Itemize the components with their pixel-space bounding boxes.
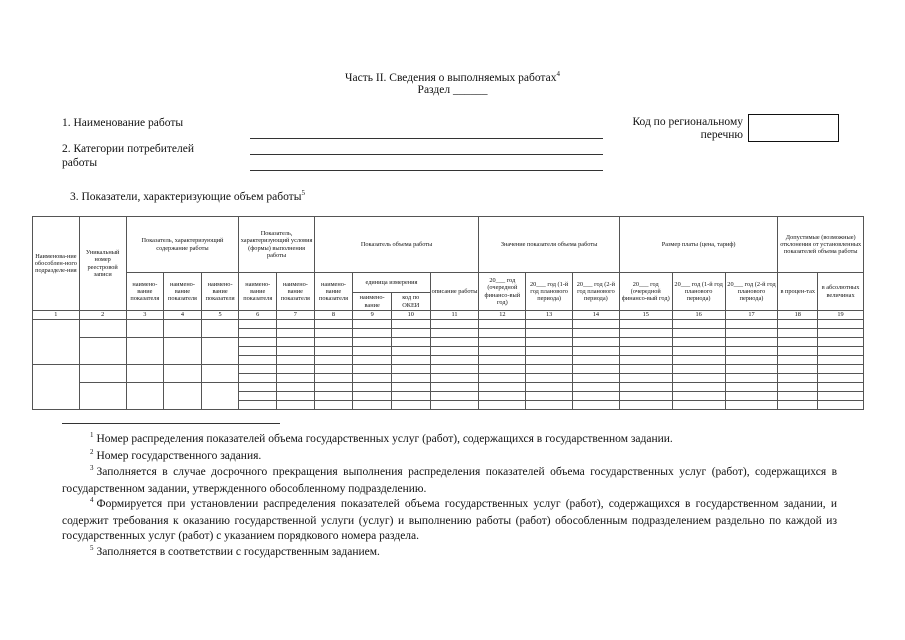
- table-cell[interactable]: [572, 365, 619, 374]
- table-cell[interactable]: [725, 374, 778, 383]
- table-cell[interactable]: [353, 401, 392, 410]
- table-cell[interactable]: [277, 374, 315, 383]
- table-cell[interactable]: [239, 392, 277, 401]
- table-cell[interactable]: [778, 338, 818, 347]
- footnote-3: [62, 465, 837, 497]
- table-cell[interactable]: [391, 329, 430, 338]
- table-cell[interactable]: [314, 356, 353, 365]
- table-cell[interactable]: [126, 365, 164, 383]
- table-cell[interactable]: [672, 338, 725, 347]
- table-row: [33, 365, 864, 374]
- table-cell[interactable]: [391, 338, 430, 347]
- work-name-label: 1. Наименование работы: [62, 117, 184, 129]
- consumers-field-2[interactable]: [250, 170, 603, 171]
- table-cell[interactable]: [526, 374, 573, 383]
- table-cell[interactable]: [479, 374, 526, 383]
- table-cell[interactable]: [353, 347, 392, 356]
- indicators-heading: 3. Показатели, характеризующие объем работы$^5$: [70, 189, 305, 203]
- table-cell[interactable]: [479, 356, 526, 365]
- table-cell[interactable]: [672, 383, 725, 392]
- table-cell[interactable]: [818, 356, 864, 365]
- col-number: 7: [277, 311, 315, 320]
- table-cell[interactable]: [778, 383, 818, 392]
- hdr-unit: единица измерения: [353, 273, 430, 293]
- part-title: Часть II. Сведения о выполняемых работах$^4$: [345, 70, 560, 84]
- col-number: 18: [778, 311, 818, 320]
- table-cell[interactable]: [672, 365, 725, 374]
- table-cell[interactable]: [79, 365, 126, 383]
- hdr-deviation-absolute: в абсолютных величинах: [818, 273, 864, 311]
- table-cell[interactable]: [391, 320, 430, 329]
- table-cell[interactable]: [818, 392, 864, 401]
- col-number: 17: [725, 311, 778, 320]
- regional-code-input[interactable]: [748, 114, 839, 142]
- hdr-fee: Размер платы (цена, тариф): [619, 217, 778, 273]
- table-cell[interactable]: [526, 320, 573, 329]
- table-cell[interactable]: [672, 347, 725, 356]
- footnote-5: [62, 545, 837, 562]
- table-cell[interactable]: [672, 320, 725, 329]
- table-cell[interactable]: [33, 320, 80, 365]
- col-number: 19: [818, 311, 864, 320]
- table-cell[interactable]: [725, 329, 778, 338]
- regional-code-label: [610, 116, 743, 142]
- table-cell[interactable]: [572, 329, 619, 338]
- col-number: 1: [33, 311, 80, 320]
- col-number: 15: [619, 311, 672, 320]
- table-cell[interactable]: [778, 320, 818, 329]
- footnote-1: [62, 432, 837, 449]
- table-cell[interactable]: [391, 392, 430, 401]
- table-cell[interactable]: [672, 401, 725, 410]
- table-cell[interactable]: [572, 356, 619, 365]
- table-row: [33, 338, 864, 347]
- table-cell[interactable]: [672, 374, 725, 383]
- table-cell[interactable]: [314, 392, 353, 401]
- work-name-field[interactable]: [250, 138, 603, 139]
- table-cell[interactable]: [672, 356, 725, 365]
- hdr-conditions-name-1: наимено-вание показателя: [239, 273, 277, 311]
- hdr-unique-number: Уникальный номер реестровой записи: [79, 217, 126, 311]
- table-cell[interactable]: [391, 356, 430, 365]
- footnote-number: 1: [90, 431, 94, 439]
- table-cell[interactable]: [277, 320, 315, 329]
- table-cell[interactable]: [572, 338, 619, 347]
- table-cell[interactable]: [725, 365, 778, 374]
- table-cell[interactable]: [778, 356, 818, 365]
- table-cell[interactable]: [818, 383, 864, 392]
- footnote-text: Формируется при установлении распределения показателей объема государственных услуг (работ), содержащихся в государственном задании, и содержит требования к оказанию государственной услуги (услуг) и выполнению работы (работ) обособленным подразделением раздельно по каждой из государственных услуг (работ) с указанием порядкового номера раздела.: [62, 498, 837, 542]
- table-cell[interactable]: [353, 392, 392, 401]
- table-cell[interactable]: [619, 329, 672, 338]
- table-cell[interactable]: [572, 347, 619, 356]
- table-cell[interactable]: [572, 383, 619, 392]
- col-number: 13: [526, 311, 573, 320]
- table-cell[interactable]: [391, 365, 430, 374]
- table-cell[interactable]: [239, 365, 277, 374]
- table-cell[interactable]: [430, 356, 479, 365]
- table-cell[interactable]: [818, 320, 864, 329]
- table-cell[interactable]: [725, 347, 778, 356]
- table-cell[interactable]: [239, 338, 277, 347]
- hdr-deviation: Допустимые (возможные) отклонения от установленных показателей объема работы: [778, 217, 864, 273]
- table-cell[interactable]: [479, 347, 526, 356]
- table-cell[interactable]: [391, 383, 430, 392]
- table-cell[interactable]: [479, 365, 526, 374]
- table-cell[interactable]: [79, 320, 126, 338]
- table-cell[interactable]: [314, 365, 353, 374]
- footnote-number: 3: [90, 464, 94, 472]
- footnote-text: Заполняется в случае досрочного прекращения выполнения распределения показателей объема государственных услуг (работ), содержащихся в государственном задании, утвержденного обособленному подразделению.: [62, 466, 837, 495]
- hdr-content-name-1: наимено-вание показателя: [126, 273, 164, 311]
- table-cell[interactable]: [619, 347, 672, 356]
- consumers-label-cont: работы: [62, 157, 98, 169]
- hdr-subdivision-name: Наименова-ние обособлен-ного подразделе-ния: [33, 217, 80, 311]
- table-cell[interactable]: [201, 365, 239, 383]
- table-cell[interactable]: [391, 401, 430, 410]
- table-cell[interactable]: [526, 338, 573, 347]
- col-number: 14: [572, 311, 619, 320]
- table-cell[interactable]: [353, 329, 392, 338]
- hdr-value-plan-year-2: 20___ год (2-й год планового периода): [572, 273, 619, 311]
- table-cell[interactable]: [239, 374, 277, 383]
- table-cell[interactable]: [430, 392, 479, 401]
- footnote-number: 5: [90, 543, 94, 552]
- table-cell[interactable]: [725, 320, 778, 329]
- table-cell[interactable]: [619, 383, 672, 392]
- table-cell[interactable]: [778, 392, 818, 401]
- footnote-separator: [62, 423, 280, 424]
- hdr-value-plan-year-1: 20___ год (1-й год планового периода): [526, 273, 573, 311]
- table-cell[interactable]: [725, 383, 778, 392]
- table-cell[interactable]: [277, 383, 315, 392]
- table-cell[interactable]: [619, 401, 672, 410]
- table-cell[interactable]: [430, 401, 479, 410]
- table-cell[interactable]: [164, 338, 202, 365]
- table-cell[interactable]: [314, 347, 353, 356]
- table-cell[interactable]: [79, 383, 126, 410]
- col-number: 9: [353, 311, 392, 320]
- table-cell[interactable]: [526, 401, 573, 410]
- table-cell[interactable]: [526, 356, 573, 365]
- table-cell[interactable]: [353, 374, 392, 383]
- table-cell[interactable]: [572, 320, 619, 329]
- table-cell[interactable]: [239, 329, 277, 338]
- hdr-fee-current-year: 20___ год (очередной финансо-вый год): [619, 273, 672, 311]
- footnote-text: Заполняется в соответствии с государственным заданием.: [96, 545, 380, 558]
- table-cell[interactable]: [277, 329, 315, 338]
- table-cell[interactable]: [126, 338, 164, 365]
- hdr-content-name-3: наимено-вание показателя: [201, 273, 239, 311]
- table-cell[interactable]: [818, 329, 864, 338]
- table-cell[interactable]: [314, 329, 353, 338]
- column-numbers-row: [33, 311, 864, 320]
- table-cell[interactable]: [277, 401, 315, 410]
- table-cell[interactable]: [778, 329, 818, 338]
- table-cell[interactable]: [201, 320, 239, 338]
- table-cell[interactable]: [619, 356, 672, 365]
- table-cell[interactable]: [725, 356, 778, 365]
- table-cell[interactable]: [126, 383, 164, 410]
- table-cell[interactable]: [277, 338, 315, 347]
- table-cell[interactable]: [164, 365, 202, 383]
- table-cell[interactable]: [353, 356, 392, 365]
- col-number: 16: [672, 311, 725, 320]
- table-cell[interactable]: [572, 401, 619, 410]
- table-cell[interactable]: [818, 338, 864, 347]
- footnote-text: Номер государственного задания.: [96, 449, 262, 462]
- table-cell[interactable]: [526, 365, 573, 374]
- footnote-text: Номер распределения показателей объема государственных услуг (работ), содержащихся в государственном задании.: [96, 433, 673, 445]
- hdr-content-indicator: Показатель, характеризующий содержание работы: [126, 217, 239, 273]
- table-cell[interactable]: [277, 356, 315, 365]
- hdr-volume-name: наимено-вание показателя: [314, 273, 353, 311]
- table-cell[interactable]: [778, 347, 818, 356]
- col-number: 8: [314, 311, 353, 320]
- table-cell[interactable]: [479, 320, 526, 329]
- table-row: [33, 383, 864, 392]
- table-cell[interactable]: [526, 329, 573, 338]
- col-number: 6: [239, 311, 277, 320]
- table-cell[interactable]: [430, 383, 479, 392]
- col-number: 5: [201, 311, 239, 320]
- table-cell[interactable]: [778, 401, 818, 410]
- table-cell[interactable]: [725, 392, 778, 401]
- table-cell[interactable]: [126, 320, 164, 338]
- table-cell[interactable]: [430, 329, 479, 338]
- table-cell[interactable]: [391, 374, 430, 383]
- table-cell[interactable]: [353, 338, 392, 347]
- table-cell[interactable]: [619, 374, 672, 383]
- table-cell[interactable]: [201, 383, 239, 410]
- footnotes: [62, 432, 837, 561]
- hdr-fee-plan-year-2: 20___ год (2-й год планового периода): [725, 273, 778, 311]
- hdr-content-name-2: наимено-вание показателя: [164, 273, 202, 311]
- hdr-unit-okei: код по ОКЕИ: [391, 293, 430, 311]
- table-cell[interactable]: [164, 383, 202, 410]
- table-cell[interactable]: [430, 347, 479, 356]
- table-cell[interactable]: [314, 401, 353, 410]
- table-cell[interactable]: [672, 329, 725, 338]
- hdr-volume-indicator: Показатель объема работы: [314, 217, 479, 273]
- hdr-value-current-year: 20___ год (очередной финансо-вый год): [479, 273, 526, 311]
- table-cell[interactable]: [239, 356, 277, 365]
- table-cell[interactable]: [239, 401, 277, 410]
- table-cell[interactable]: [391, 347, 430, 356]
- table-cell[interactable]: [818, 347, 864, 356]
- table-cell[interactable]: [277, 347, 315, 356]
- table-cell[interactable]: [164, 320, 202, 338]
- table-cell[interactable]: [778, 374, 818, 383]
- table-cell[interactable]: [526, 392, 573, 401]
- table-cell[interactable]: [430, 320, 479, 329]
- table-cell[interactable]: [239, 347, 277, 356]
- part-title-footnote-ref: 4: [556, 70, 560, 78]
- table-cell[interactable]: [725, 401, 778, 410]
- table-cell[interactable]: [201, 338, 239, 365]
- table-cell[interactable]: [818, 374, 864, 383]
- table-cell[interactable]: [430, 365, 479, 374]
- footnote-number: 2: [90, 447, 94, 456]
- table-cell[interactable]: [479, 329, 526, 338]
- table-cell[interactable]: [314, 374, 353, 383]
- section-label: Раздел ______: [417, 84, 488, 96]
- table-cell[interactable]: [353, 383, 392, 392]
- hdr-unit-name: наимено-вание: [353, 293, 392, 311]
- col-number: 11: [430, 311, 479, 320]
- table-cell[interactable]: [619, 392, 672, 401]
- table-cell[interactable]: [33, 365, 80, 410]
- hdr-volume-value: Значение показателя объема работы: [479, 217, 619, 273]
- consumers-label: 2. Категории потребителей: [62, 143, 194, 155]
- table-cell[interactable]: [479, 392, 526, 401]
- table-row: [33, 320, 864, 329]
- table-cell[interactable]: [314, 338, 353, 347]
- table-cell[interactable]: [277, 392, 315, 401]
- table-cell[interactable]: [619, 365, 672, 374]
- hdr-conditions-name-2: наимено-вание показателя: [277, 273, 315, 311]
- table-cell[interactable]: [239, 383, 277, 392]
- table-cell[interactable]: [572, 392, 619, 401]
- hdr-deviation-percent: в процен-тах: [778, 273, 818, 311]
- table-cell[interactable]: [479, 401, 526, 410]
- footnote-4: [62, 497, 837, 545]
- col-number: 2: [79, 311, 126, 320]
- table-cell[interactable]: [572, 374, 619, 383]
- hdr-fee-plan-year-1: 20___ год (1-й год планового периода): [672, 273, 725, 311]
- regional-code-label-line2: перечню: [700, 129, 743, 141]
- table-cell[interactable]: [479, 383, 526, 392]
- hdr-conditions-indicator: Показатель, характеризующий условия (формы) выполнения работы: [239, 217, 314, 273]
- table-cell[interactable]: [479, 338, 526, 347]
- table-cell[interactable]: [526, 383, 573, 392]
- table-cell[interactable]: [314, 383, 353, 392]
- table-cell[interactable]: [778, 365, 818, 374]
- table-cell[interactable]: [277, 365, 315, 374]
- table-cell[interactable]: [818, 365, 864, 374]
- table-cell[interactable]: [353, 365, 392, 374]
- footnote-number: 4: [90, 496, 94, 504]
- footnote-2: [62, 449, 837, 466]
- table-cell[interactable]: [818, 401, 864, 410]
- volume-indicators-table: [32, 216, 864, 410]
- indicators-footnote-ref: 5: [301, 189, 305, 197]
- hdr-description: описание работы: [430, 273, 479, 311]
- table-cell[interactable]: [79, 338, 126, 365]
- col-number: 12: [479, 311, 526, 320]
- table-cell[interactable]: [353, 320, 392, 329]
- col-number: 3: [126, 311, 164, 320]
- col-number: 10: [391, 311, 430, 320]
- table-cell[interactable]: [619, 338, 672, 347]
- table-cell[interactable]: [526, 347, 573, 356]
- regional-code-label-line1: Код по региональному: [632, 116, 743, 128]
- table-cell[interactable]: [314, 320, 353, 329]
- table-cell[interactable]: [430, 338, 479, 347]
- table-cell[interactable]: [619, 320, 672, 329]
- table-cell[interactable]: [725, 338, 778, 347]
- table-cell[interactable]: [672, 392, 725, 401]
- table-cell[interactable]: [239, 320, 277, 329]
- col-number: 4: [164, 311, 202, 320]
- table-cell[interactable]: [430, 374, 479, 383]
- consumers-field-1[interactable]: [250, 154, 603, 155]
